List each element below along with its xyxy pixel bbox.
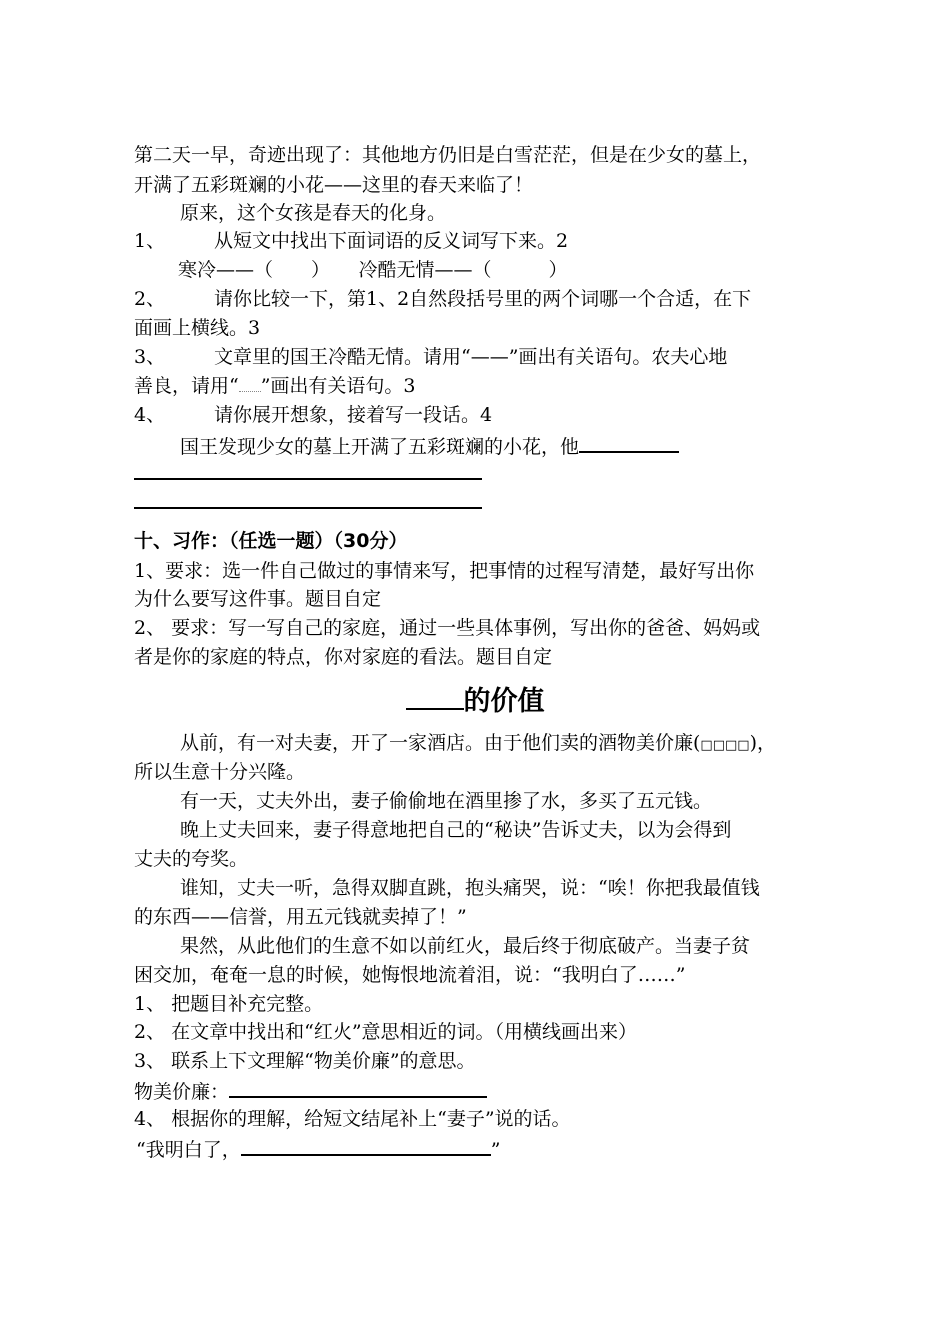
question-answer-line [134,1076,487,1106]
question-number: 1、 [134,230,166,252]
title-blank[interactable] [406,682,464,710]
hidden-text: □□□□ [700,738,750,753]
answer-label: 物美价廉： [134,1081,230,1103]
section-heading: 十、习作：（任选一题）（30分） [134,530,408,552]
question-text-cont [134,372,416,400]
question-text-part: ”画出有关语句。3 [260,375,416,397]
wavy-line-icon [239,377,261,392]
requirement-line: 为什么要写这件事。题目自定 [134,588,382,610]
answer-suffix: ” [490,1139,501,1161]
answer-line[interactable] [134,507,482,509]
story-line: 谁知，丈夫一听，急得双脚直跳，抱头痛哭，说：“唉！你把我最值钱 [180,877,760,899]
requirement-line: 1、要求：选一件自己做过的事情来写，把事情的过程写清楚，最好写出你 [134,560,755,582]
requirement-line: 者是你的家庭的特点，你对家庭的看法。题目自定 [134,646,553,668]
passage-line: 开满了五彩斑斓的小花——这里的春天来临了！ [134,174,534,196]
question-line: 2、 在文章中找出和“红火”意思相近的词。（用横线画出来） [134,1021,638,1043]
story-line: 的东西——信誉，用五元钱就卖掉了！” [134,906,467,928]
story-line: 晚上丈夫回来，妻子得意地把自己的“秘诀”告诉丈夫，以为会得到 [180,819,732,841]
question-number: 4、 [134,404,166,426]
story-line: 所以生意十分兴隆。 [134,761,306,783]
story-line: 困交加，奄奄一息的时候，她悔恨地流着泪，说：“我明白了……” [134,964,686,986]
answer-blank[interactable] [241,1134,491,1156]
antonym-prompt: 寒冷——（ ） 冷酷无情——（ ） [178,259,568,281]
question-text: 从短文中找出下面词语的反义词写下来。2 [214,230,569,252]
story-text: 从前，有一对夫妻，开了一家酒店。由于他们卖的酒物美价廉( [180,732,701,754]
question-text-part: 善良，请用“ [134,375,239,397]
question-text: 请你比较一下，第1、2自然段括号里的两个词哪一个合适，在下 [214,288,752,310]
story-line: 果然，从此他们的生意不如以前红火，最后终于彻底破产。当妻子贫 [180,935,751,957]
answer-line[interactable] [134,478,482,480]
writing-prompt [180,431,679,461]
passage-line: 第二天一早，奇迹出现了：其他地方仍旧是白雪茫茫，但是在少女的墓上， [134,144,762,166]
question-text: 文章里的国王冷酷无情。请用“——”画出有关语句。农夫心地 [214,346,728,368]
story-line: 有一天，丈夫外出，妻子偷偷地在酒里掺了水，多买了五元钱。 [180,790,713,812]
question-number: 3、 [134,346,166,368]
question-answer-line [136,1134,500,1164]
question-line: 4、 根据你的理解，给短文结尾补上“妻子”说的话。 [134,1108,571,1130]
story-title [0,682,950,719]
answer-prefix: “我明白了， [136,1139,241,1161]
passage-line: 原来，这个女孩是春天的化身。 [180,202,447,224]
answer-blank[interactable] [579,431,679,453]
requirement-line: 2、 要求：写一写自己的家庭，通过一些具体事例，写出你的爸爸、妈妈或 [134,617,761,639]
answer-blank[interactable] [229,1076,487,1098]
story-line [180,729,776,760]
story-title-text: 的价值 [463,686,545,717]
question-line: 3、 联系上下文理解“物美价廉”的意思。 [134,1050,476,1072]
writing-prompt-text: 国王发现少女的墓上开满了五彩斑斓的小花，他 [180,436,580,458]
question-text-cont: 面画上横线。3 [134,317,261,339]
story-line: 丈夫的夸奖。 [134,848,249,870]
question-text: 请你展开想象，接着写一段话。4 [214,404,493,426]
question-number: 2、 [134,288,166,310]
question-line: 1、 把题目补充完整。 [134,993,324,1015]
story-text: )， [749,732,776,754]
